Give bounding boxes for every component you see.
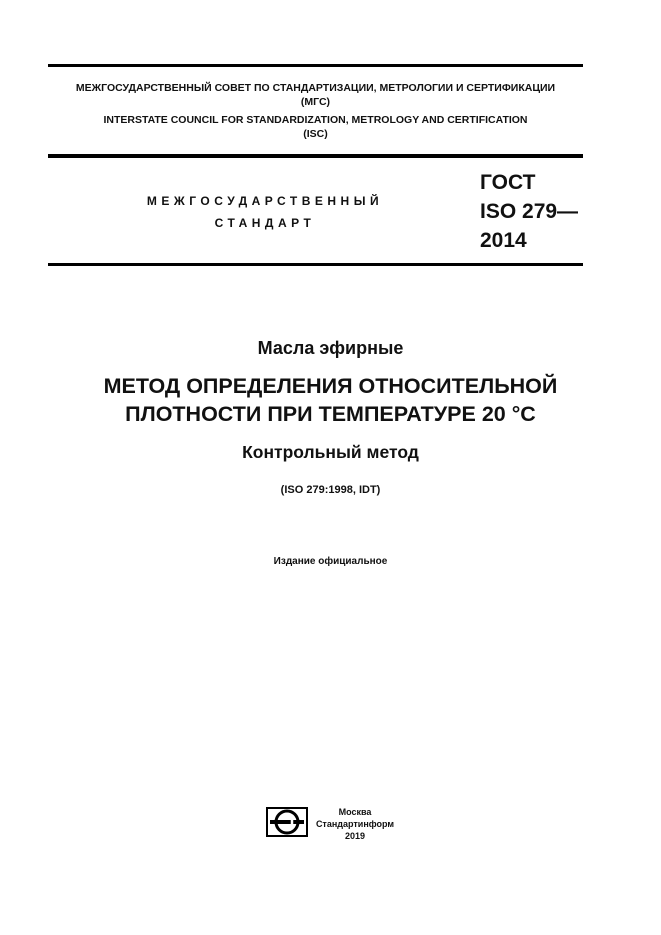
document-subject: Масла эфирные <box>257 338 404 358</box>
document-title-line2: ПЛОТНОСТИ ПРИ ТЕМПЕРАТУРЕ 20 °С <box>125 402 536 426</box>
designation-rule <box>48 263 583 266</box>
document-title <box>0 372 661 428</box>
publisher-imprint <box>300 806 410 842</box>
council-name-ru: МЕЖГОСУДАРСТВЕННЫЙ СОВЕТ ПО СТАНДАРТИЗАЦИИ, МЕТРОЛОГИИ И СЕРТИФИКАЦИИ <box>75 82 556 94</box>
standard-kind-line2: СТАНДАРТ <box>214 216 316 230</box>
imprint-publisher: Стандартинформ <box>315 819 395 829</box>
council-abbr-ru: (МГС) <box>300 96 331 108</box>
imprint-year: 2019 <box>344 831 366 841</box>
standard-kind <box>110 190 420 234</box>
gost-iso-number: ISO 279— <box>480 200 579 223</box>
top-rule <box>48 64 583 67</box>
council-abbr-en: (ISC) <box>303 128 328 140</box>
gost-label: ГОСТ <box>480 171 536 194</box>
council-name-en: INTERSTATE COUNCIL FOR STANDARDIZATION, METROLOGY AND CERTIFICATION <box>103 114 528 126</box>
council-header <box>48 81 583 141</box>
document-method: Контрольный метод <box>242 442 419 462</box>
gost-number <box>480 168 590 255</box>
edition-note: Издание официальное <box>273 556 388 567</box>
iso-reference: (ISO 279:1998, IDT) <box>280 484 381 496</box>
document-title-line1: МЕТОД ОПРЕДЕЛЕНИЯ ОТНОСИТЕЛЬНОЙ <box>103 374 558 398</box>
gost-year: 2014 <box>480 229 527 252</box>
imprint-city: Москва <box>338 807 372 817</box>
header-rule <box>48 154 583 158</box>
standard-kind-line1: МЕЖГОСУДАРСТВЕННЫЙ <box>146 194 384 208</box>
